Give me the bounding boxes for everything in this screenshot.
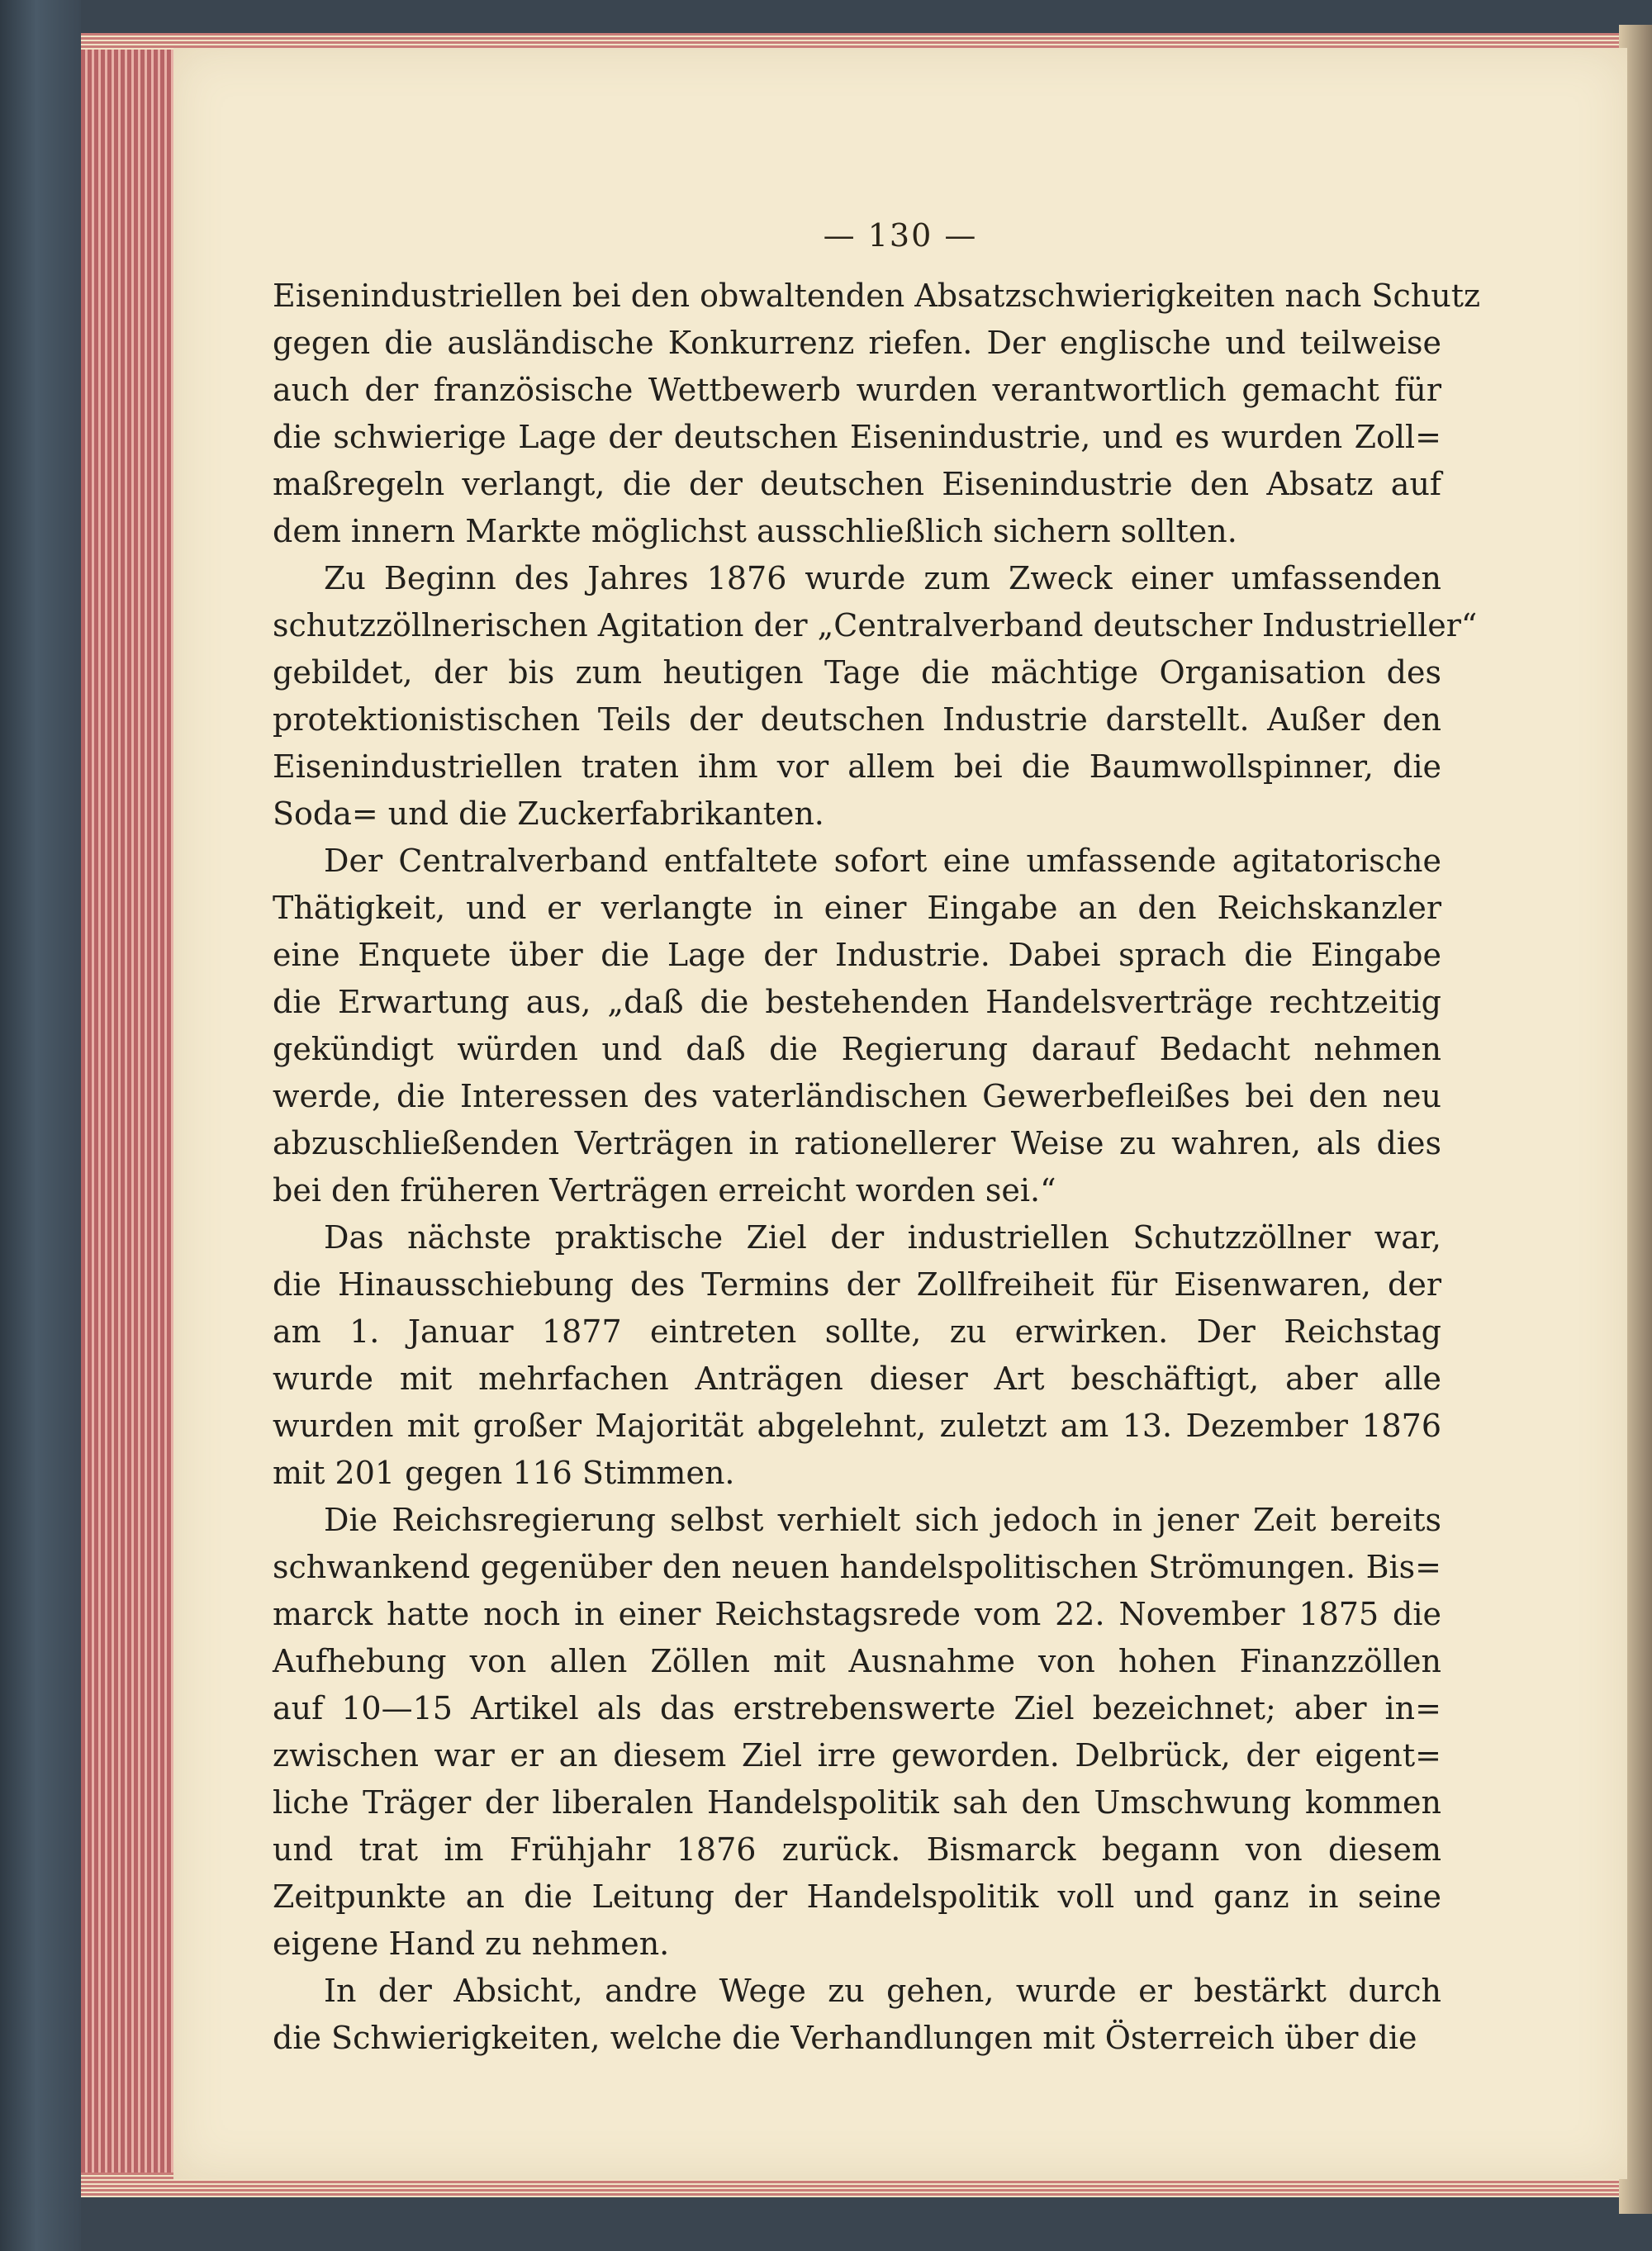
paragraph [273,838,1441,1214]
text-line: Der Centralverband entfaltete sofort eine umfassende agitatorische [324,843,1441,879]
text-line: die Schwierigkeiten, welche die Verhandlungen mit Österreich über die [273,2020,1417,2056]
text-line: In der Absicht, andre Wege zu gehen, wurde er bestärkt durch [324,1973,1441,2009]
paragraph [273,273,1481,555]
text-line: abzuschließenden Verträgen in rationellerer Weise zu wahren, als dies [273,1125,1441,1161]
text-line: liche Träger der liberalen Handelspolitik sah den Umschwung kommen [273,1784,1441,1821]
text-line: schwankend gegenüber den neuen handelspolitischen Strömungen. Bis= [273,1549,1441,1585]
text-line: eine Enquete über die Lage der Industrie. Dabei sprach die Eingabe [273,937,1441,973]
text-line: gebildet, der bis zum heutigen Tage die mächtige Organisation des [273,654,1441,691]
text-line: Zu Beginn des Jahres 1876 wurde zum Zweck einer umfassenden [324,560,1441,596]
text-line: schutzzöllnerischen Agitation der „Centralverband deutscher Industrieller“ [273,607,1478,643]
text-line: Eisenindustriellen bei den obwaltenden Absatzschwierigkeiten nach Schutz [273,278,1481,314]
text-line: bei den früheren Verträgen erreicht worden sei.“ [273,1172,1056,1209]
text-line: Eisenindustriellen traten ihm vor allem bei die Baumwollspinner, die [273,748,1441,785]
text-line: gegen die ausländische Konkurrenz riefen. Der englische und teilweise [273,325,1441,361]
text-line: dem innern Markte möglichst ausschließlich sichern sollten. [273,513,1237,549]
text-line: die Erwartung aus, „daß die bestehenden Handelsverträge rechtzeitig [273,984,1441,1020]
paragraph [273,1214,1441,1497]
text-line: wurden mit großer Majorität abgelehnt, zuletzt am 13. Dezember 1876 [273,1408,1441,1444]
page-edges-top [81,33,1634,50]
paragraph [273,1968,1441,2062]
paragraph [273,1497,1441,1968]
text-line: werde, die Interessen des vaterländischen Gewerbefleißes bei den neu [273,1078,1441,1114]
text-line: Zeitpunkte an die Leitung der Handelspolitik voll und ganz in seine [273,1878,1441,1915]
text-line: gekündigt würden und daß die Regierung darauf Bedacht nehmen [273,1031,1441,1067]
text-line: Das nächste praktische Ziel der industriellen Schutzzöllner war, [324,1219,1441,1256]
text-line: eigene Hand zu nehmen. [273,1926,670,1962]
body-text [273,273,1481,2062]
text-line: Thätigkeit, und er verlangte in einer Eingabe an den Reichskanzler [273,890,1441,926]
text-line: die schwierige Lage der deutschen Eisenindustrie, und es wurden Zoll= [273,419,1441,455]
text-line: die Hinausschiebung des Termins der Zollfreiheit für Eisenwaren, der [273,1266,1441,1303]
text-line: wurde mit mehrfachen Anträgen dieser Art beschäftigt, aber alle [273,1361,1441,1397]
text-line: mit 201 gegen 116 Stimmen. [273,1455,735,1491]
text-line: maßregeln verlangt, die der deutschen Eisenindustrie den Absatz auf [273,466,1441,502]
text-line: auf 10—15 Artikel als das erstrebenswerte Ziel bezeichnet; aber in= [273,1690,1441,1726]
text-line: zwischen war er an diesem Ziel irre geworden. Delbrück, der eigent= [273,1737,1441,1774]
text-line: auch der französische Wettbewerb wurden verantwortlich gemacht für [273,372,1441,408]
page-number: — 130 — [823,217,978,254]
text-line: am 1. Januar 1877 eintreten sollte, zu erwirken. Der Reichstag [273,1313,1441,1350]
text-line: und trat im Frühjahr 1876 zurück. Bismarck begann von diesem [273,1831,1441,1868]
text-line: Die Reichsregierung selbst verhielt sich jedoch in jener Zeit bereits [324,1502,1441,1538]
book-spine [0,0,81,2251]
text-line: Soda= und die Zuckerfabrikanten. [273,795,824,832]
paragraph [273,555,1478,838]
text-line: Aufhebung von allen Zöllen mit Ausnahme von hohen Finanzzöllen [273,1643,1441,1679]
page-edges-left [81,40,180,2187]
text-line: protektionistischen Teils der deutschen Industrie darstellt. Außer den [273,701,1441,738]
text-line: marck hatte noch in einer Reichstagsrede vom 22. November 1875 die [273,1596,1441,1632]
